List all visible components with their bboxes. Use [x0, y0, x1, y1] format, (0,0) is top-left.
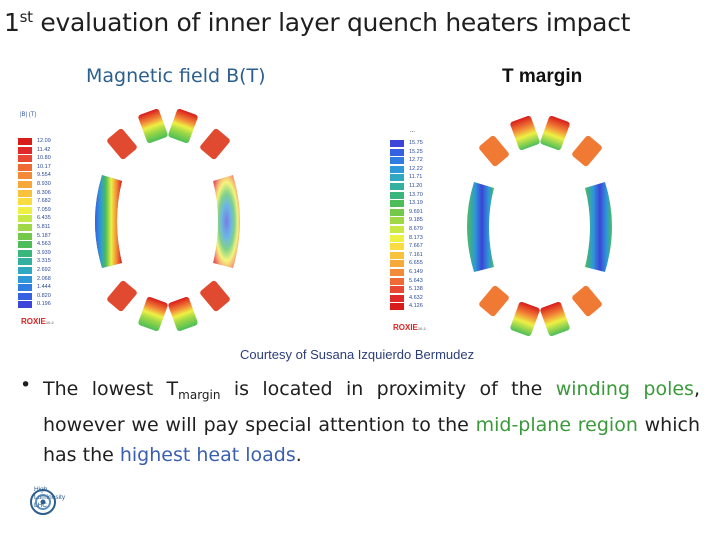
t-margin-figure: [452, 110, 627, 342]
slide-title: 1st evaluation of inner layer quench heaters impact: [4, 8, 631, 37]
legend-value: 12.09: [37, 138, 51, 144]
legend-swatch: [390, 174, 404, 181]
legend-value: 11.20: [409, 183, 423, 189]
legend-value: 6.655: [409, 260, 423, 267]
legend-value: 10.80: [37, 155, 51, 162]
subtitle-t-margin: T margin: [502, 66, 583, 87]
roxie-logo-right: ROXIE10.2: [393, 323, 426, 332]
legend-value: 8.930: [37, 181, 51, 187]
legend-swatch: [18, 138, 32, 145]
bullet-text: The lowest $T_{margin}$ is located in proximity of the winding poles, however we will pay special attention to the mid-plane region which has the highest heat loads.: [43, 378, 700, 466]
legend-value: 3.939: [37, 249, 51, 256]
legend-value: 6.435: [37, 215, 51, 222]
legend-value: 9.554: [37, 172, 51, 179]
coil-block: [571, 285, 603, 318]
legend-swatch: [390, 166, 404, 173]
legend-swatch: [18, 284, 32, 291]
coil-block: [138, 296, 169, 332]
legend-value: 11.42: [37, 146, 51, 153]
legend-swatch: [18, 198, 32, 205]
legend-value: 3.315: [37, 258, 51, 265]
roxie-logo-left: ROXIE10.2: [21, 317, 54, 326]
coil-pole: [467, 182, 494, 272]
coil-block: [571, 135, 603, 168]
coil-block: [510, 301, 541, 337]
legend-value: 10.17: [37, 163, 51, 170]
bullet-point: [20, 374, 700, 470]
legend-value: 8.679: [409, 226, 423, 232]
highlight-heat-loads: highest heat loads: [119, 444, 296, 466]
coil-block: [540, 115, 571, 151]
legend-swatch: [390, 157, 404, 164]
legend-value: 7.059: [37, 206, 51, 213]
legend-swatch: [390, 243, 404, 250]
coil-block: [199, 128, 231, 161]
legend-swatch: [18, 172, 32, 179]
legend-magnetic-field: [18, 112, 78, 327]
coil-block: [510, 115, 541, 151]
legend-swatch: [18, 258, 32, 265]
legend-swatch: [18, 301, 32, 308]
legend-value: 12.72: [409, 157, 423, 164]
legend-value: 0.820: [37, 292, 51, 299]
legend-header: |B| (T): [20, 112, 37, 118]
legend-value: 9.691: [409, 208, 423, 215]
legend-value: 4.126: [409, 303, 423, 310]
legend-value: 9.185: [409, 217, 423, 224]
hl-lhc-logo-text: High Luminosity LHC: [34, 486, 66, 509]
coil-block: [138, 108, 169, 144]
legend-swatch: [390, 278, 404, 285]
legend-value: 1.444: [37, 284, 51, 291]
legend-swatch: [390, 192, 404, 199]
coil-pole: [585, 182, 612, 272]
legend-value: 5.138: [409, 286, 423, 293]
legend-swatch: [390, 183, 404, 190]
legend-swatch: [18, 267, 32, 274]
legend-value: 2.068: [37, 275, 51, 282]
legend-swatch: [18, 241, 32, 248]
legend-value: 5.643: [409, 277, 423, 284]
legend-value: 11.71: [409, 174, 423, 181]
legend-value: 15.75: [409, 140, 423, 146]
legend-swatch: [390, 226, 404, 233]
legend-swatch: [390, 140, 404, 147]
coil-block: [168, 108, 199, 144]
coil-pole: [213, 175, 240, 268]
highlight-winding-poles: winding poles: [555, 378, 694, 400]
legend-value: 5.187: [37, 232, 51, 239]
legend-value: 0.196: [37, 301, 51, 308]
coil-block: [168, 296, 199, 332]
legend-value: 4.563: [37, 241, 51, 248]
legend-swatch: [390, 260, 404, 267]
coil-block: [106, 280, 138, 313]
legend-swatch: [390, 269, 404, 276]
legend-value: 6.149: [409, 269, 423, 275]
coil-block: [478, 135, 510, 168]
legend-swatch: [390, 286, 404, 293]
legend-value: 7.682: [37, 198, 51, 205]
legend-swatch: [390, 235, 404, 242]
legend-value: 8.173: [409, 234, 423, 241]
coil-pole: [95, 175, 122, 268]
legend-swatch: [18, 155, 32, 162]
legend-swatch: [18, 250, 32, 257]
legend-swatch: [390, 295, 404, 302]
legend-value: 12.22: [409, 165, 423, 172]
legend-swatch: [18, 207, 32, 214]
legend-swatch: [390, 200, 404, 207]
subtitle-magnetic-field: Magnetic field B(T): [86, 65, 266, 87]
bullet-dot: •: [20, 374, 32, 396]
coil-block: [540, 301, 571, 337]
legend-swatch: [18, 164, 32, 171]
coil-block: [199, 280, 231, 313]
legend-swatch: [390, 209, 404, 216]
legend-swatch: [18, 147, 32, 154]
coil-block: [478, 285, 510, 318]
highlight-mid-plane: mid-plane region: [475, 414, 638, 436]
coil-block: [106, 128, 138, 161]
legend-value: 2.692: [37, 267, 51, 273]
legend-swatch: [18, 215, 32, 222]
legend-value: 4.632: [409, 294, 423, 301]
legend-t-margin: [390, 128, 450, 323]
legend-value: 7.667: [409, 243, 423, 250]
courtesy-caption: Courtesy of Susana Izquierdo Bermudez: [240, 347, 475, 362]
legend-swatch: [18, 224, 32, 231]
legend-swatch: [18, 276, 32, 283]
legend-value: 5.811: [37, 224, 51, 230]
magnet-field-figure: [80, 103, 255, 338]
legend-header: ...: [410, 128, 416, 134]
legend-swatch: [390, 149, 404, 156]
legend-swatch: [390, 303, 404, 310]
legend-swatch: [18, 293, 32, 300]
legend-swatch: [18, 190, 32, 197]
legend-swatch: [18, 233, 32, 240]
legend-value: 13.19: [409, 200, 423, 207]
legend-swatch: [18, 181, 32, 188]
legend-value: 8.306: [37, 189, 51, 196]
legend-value: 7.161: [409, 251, 423, 258]
legend-value: 13.70: [409, 191, 423, 198]
legend-value: 15.25: [409, 148, 423, 155]
legend-swatch: [390, 252, 404, 259]
legend-swatch: [390, 217, 404, 224]
